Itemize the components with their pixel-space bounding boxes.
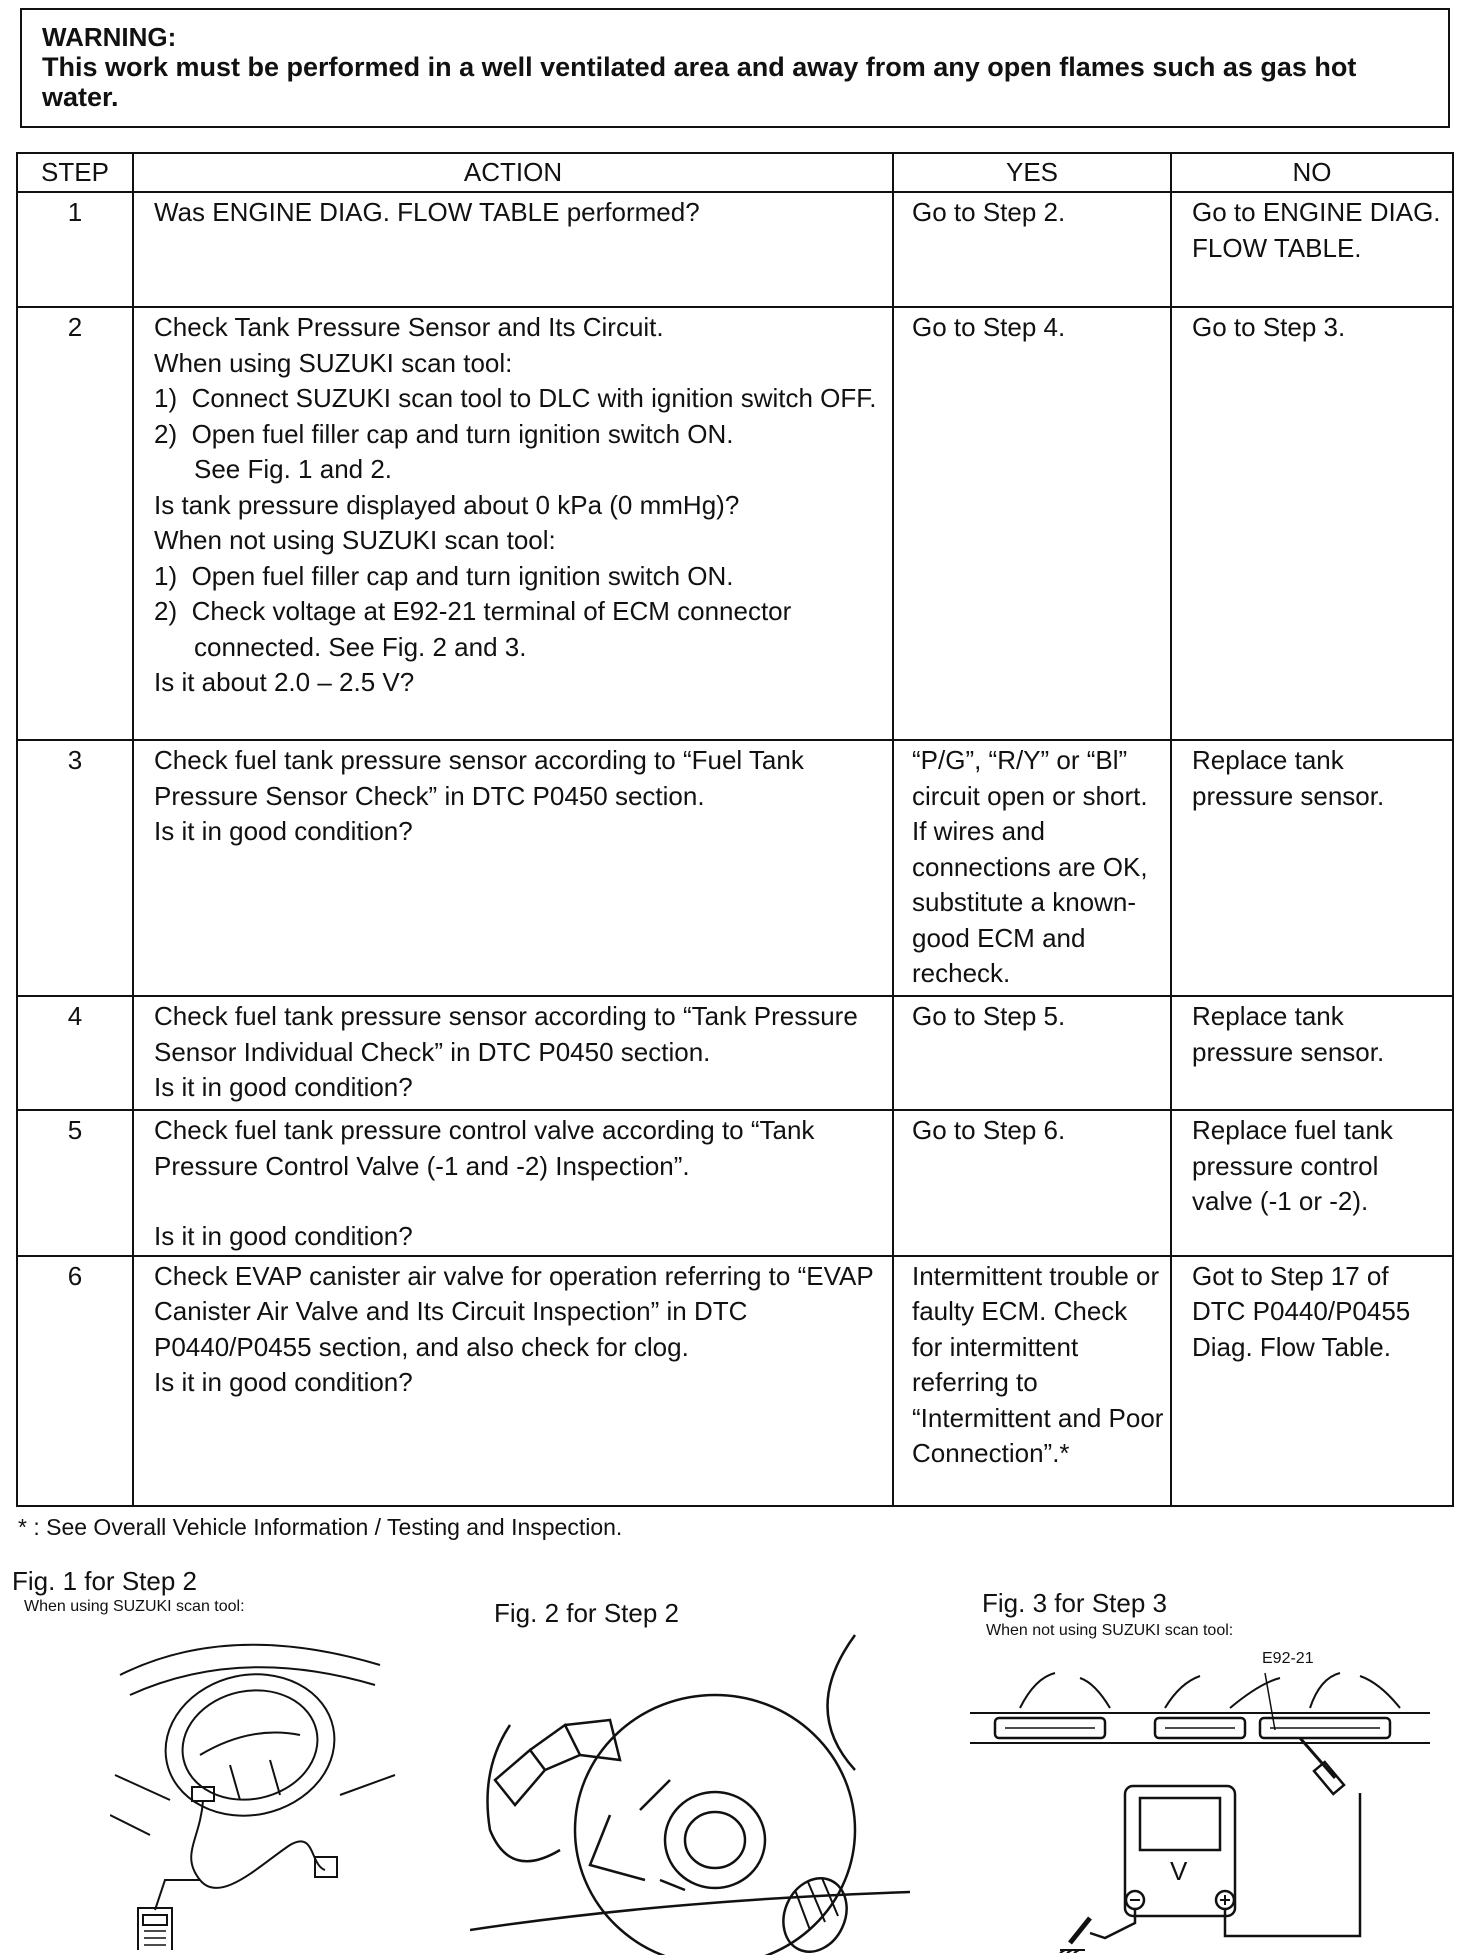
- fig3-subcaption: When not using SUZUKI scan tool:: [986, 1622, 1234, 1639]
- dlc-connector: [192, 1787, 214, 1801]
- action-line: Is tank pressure displayed about 0 kPa (0 mmHg)?: [154, 489, 740, 520]
- yes-cell: Go to Step 2.: [893, 192, 1171, 307]
- action-step-item: 1) Open fuel filler cap and turn ignition switch ON.: [154, 560, 734, 591]
- table-row: [17, 307, 1453, 740]
- fig1-subcaption: When using SUZUKI scan tool:: [24, 1598, 245, 1615]
- yes-cell: Go to Step 4.: [893, 307, 1171, 740]
- no-cell: Replace fuel tank pressure control valve (-1 or -2).: [1171, 1110, 1453, 1256]
- fig2-caption: Fig. 2 for Step 2: [494, 1598, 679, 1628]
- no-cell: Go to ENGINE DIAG. FLOW TABLE.: [1171, 192, 1453, 307]
- action-line: When using SUZUKI scan tool:: [154, 347, 513, 378]
- action-cell: [133, 192, 893, 307]
- terminal-label: E92-21: [1262, 1650, 1314, 1667]
- fig1-caption: Fig. 1 for Step 2: [12, 1566, 197, 1596]
- step-number: 3: [17, 740, 133, 996]
- fig2-fuel-filler-illustration: [470, 1630, 920, 1955]
- action-line: Is it in good condition?: [154, 1221, 413, 1251]
- action-line: Check Tank Pressure Sensor and Its Circuit.: [154, 312, 664, 342]
- step-number: 5: [17, 1110, 133, 1256]
- positive-lead: [1225, 1793, 1360, 1936]
- action-step-item: 2) Check voltage at E92-21 terminal of ECM connector connected. See Fig. 2 and 3.: [154, 596, 792, 662]
- action-cell: [133, 740, 893, 996]
- footnote: * : See Overall Vehicle Information / Testing and Inspection.: [18, 1514, 623, 1540]
- action-line: Was ENGINE DIAG. FLOW TABLE performed?: [154, 197, 700, 227]
- ground-symbol: [1060, 1950, 1085, 1953]
- header-action: ACTION: [133, 153, 893, 192]
- step-number: 4: [17, 996, 133, 1110]
- step-number: 2: [17, 307, 133, 740]
- fig3-voltmeter-illustration: [960, 1668, 1440, 1953]
- action-cell: [133, 307, 893, 740]
- action-step-item: 1) Connect SUZUKI scan tool to DLC with ignition switch OFF.: [154, 383, 877, 413]
- action-line: When not using SUZUKI scan tool:: [154, 525, 556, 555]
- no-cell: Got to Step 17 of DTC P0440/P0455 Diag. Flow Table.: [1171, 1256, 1453, 1506]
- action-line: Check fuel tank pressure sensor according to “Fuel Tank Pressure Sensor Check” in DTC P0450 section.: [154, 745, 804, 811]
- header-yes: YES: [893, 153, 1171, 192]
- action-cell: [133, 1110, 893, 1256]
- yes-cell: “P/G”, “R/Y” or “Bl” circuit open or short. If wires and connections are OK, substitute a known-good ECM and recheck.: [893, 740, 1171, 996]
- warning-heading: WARNING:: [42, 22, 177, 52]
- action-step-item: 2) Open fuel filler cap and turn ignition switch ON.: [154, 418, 734, 449]
- warning-text: This work must be performed in a well ventilated area and away from any open flames such as gas hot water.: [42, 52, 1357, 112]
- action-cell: [133, 1256, 893, 1506]
- diagnostic-flow-table: [16, 152, 1454, 1507]
- meter-label: V: [1170, 1856, 1188, 1886]
- action-line: Is it about 2.0 – 2.5 V?: [154, 667, 415, 697]
- no-cell: Replace tank pressure sensor.: [1171, 740, 1453, 996]
- warning-box: [20, 8, 1450, 128]
- header-step: STEP: [17, 153, 133, 192]
- table-row: [17, 1256, 1453, 1506]
- action-line: Is it in good condition?: [154, 1072, 413, 1102]
- yes-cell: Go to Step 5.: [893, 996, 1171, 1110]
- header-no: NO: [1171, 153, 1453, 192]
- no-cell: Replace tank pressure sensor.: [1171, 996, 1453, 1110]
- steering-wheel: [152, 1659, 347, 1831]
- action-line: [154, 1184, 884, 1219]
- yes-cell: Intermittent trouble or faulty ECM. Check for intermittent referring to “Intermittent and Poor Connection”.*: [893, 1256, 1171, 1506]
- fig3-caption: Fig. 3 for Step 3: [982, 1588, 1167, 1618]
- action-step-note: See Fig. 1 and 2.: [194, 454, 393, 484]
- action-line: Check fuel tank pressure control valve according to “Tank Pressure Control Valve (-1 and -2) Inspection”.: [154, 1115, 815, 1181]
- action-line: Is it in good condition?: [154, 1367, 413, 1397]
- filler-neck: [665, 1792, 765, 1888]
- table-row: [17, 740, 1453, 996]
- action-line: Check fuel tank pressure sensor according to “Tank Pressure Sensor Individual Check” in DTC P0450 section.: [154, 1001, 858, 1067]
- yes-cell: Go to Step 6.: [893, 1110, 1171, 1256]
- no-cell: Go to Step 3.: [1171, 307, 1453, 740]
- action-cell: [133, 996, 893, 1110]
- table-row: [17, 996, 1453, 1110]
- fig1-scan-tool-illustration: [110, 1625, 400, 1950]
- step-number: 1: [17, 192, 133, 307]
- table-row: [17, 192, 1453, 307]
- action-line: Is it in good condition?: [154, 816, 413, 846]
- step-number: 6: [17, 1256, 133, 1506]
- table-header-row: [17, 153, 1453, 192]
- table-row: [17, 1110, 1453, 1256]
- action-line: Check EVAP canister air valve for operation referring to “EVAP Canister Air Valve and Its Circuit Inspection” in DTC P0440/P0455 section, and also check for clog.: [154, 1260, 874, 1362]
